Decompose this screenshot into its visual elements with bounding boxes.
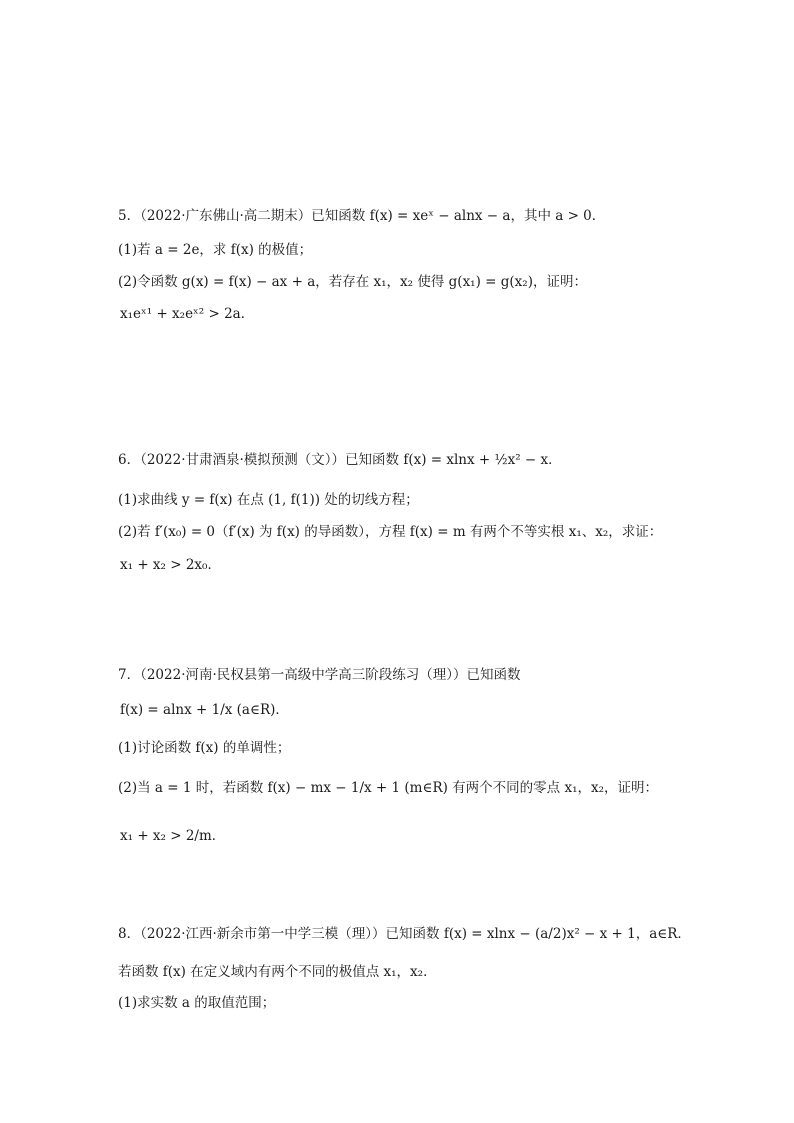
problem-5-conclusion: x₁eˣ¹ + x₂eˣ² > 2a．	[120, 306, 255, 322]
problem-7-function: f(x) = alnx + 1/x (a∈R)．	[120, 702, 289, 718]
problem-5-heading: 5．（2022·广东佛山·高二期末）已知函数 f(x) = xeˣ − alnx − a，其中 a > 0．	[118, 208, 606, 224]
problem-7-heading: 7．（2022·河南·民权县第一高级中学高三阶段练习（理））已知函数	[118, 667, 521, 683]
problem-7-part-1: (1)讨论函数 f(x) 的单调性；	[118, 740, 291, 756]
problem-7-part-2: (2)当 a = 1 时，若函数 f(x) − mx − 1/x + 1 (m∈R) 有两个不同的零点 x₁，x₂，证明：	[118, 780, 659, 796]
problem-6-part-2: (2)若 f′(x₀) = 0（f′(x) 为 f(x) 的导函数），方程 f(x) = m 有两个不等实根 x₁、x₂，求证：	[118, 524, 663, 540]
problem-8-condition: 若函数 f(x) 在定义域内有两个不同的极值点 x₁，x₂．	[118, 964, 437, 980]
problem-8-heading: 8．（2022·江西·新余市第一中学三模（理））已知函数 f(x) = xlnx − (a/2)x² − x + 1，a∈R．	[118, 926, 691, 942]
problem-6-conclusion: x₁ + x₂ > 2x₀．	[120, 557, 221, 573]
problem-6-part-1: (1)求曲线 y = f(x) 在点 (1, f(1)) 处的切线方程；	[118, 492, 419, 508]
problem-7-conclusion: x₁ + x₂ > 2/m．	[120, 828, 226, 844]
problem-5-part-2: (2)令函数 g(x) = f(x) − ax + a，若存在 x₁，x₂ 使得 g(x₁) = g(x₂)，证明：	[118, 274, 587, 290]
problem-6-heading: 6．（2022·甘肃酒泉·模拟预测（文））已知函数 f(x) = xlnx + ½x² − x．	[118, 452, 562, 468]
problem-8-part-1: (1)求实数 a 的取值范围；	[118, 995, 276, 1011]
problem-5-part-1: (1)若 a = 2e，求 f(x) 的极值；	[118, 242, 313, 258]
